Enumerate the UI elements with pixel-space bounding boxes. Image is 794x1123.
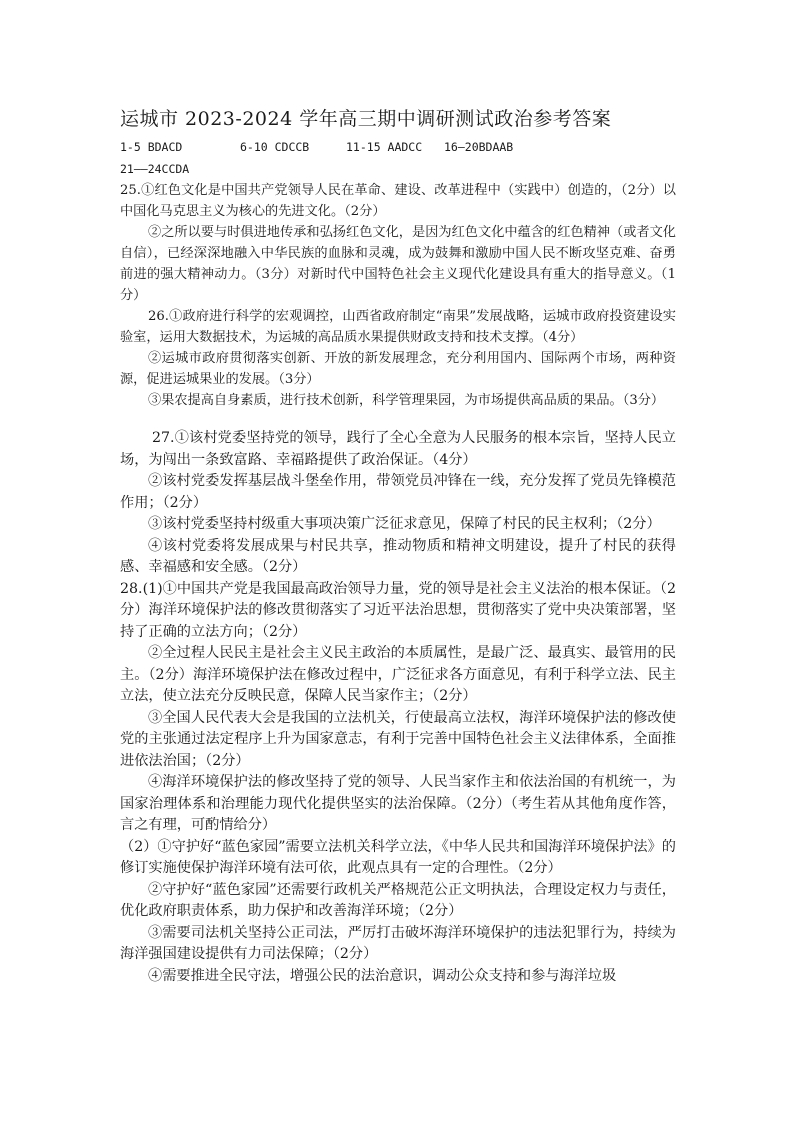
q27-paragraph-2: ②该村党委发挥基层战斗堡垒作用，带领党员冲锋在一线，充分发挥了党员先锋模范作用；（2分）: [120, 473, 676, 511]
q28-part2-paragraph-2: ②守护好“蓝色家园”还需要行政机关严格规范公正文明执法，合理设定权力与责任，优化政府职责体系，助力保护和改善海洋环境；（2分）: [120, 881, 676, 919]
q28-part1-paragraph-1: 28.(1)①中国共产党是我国最高政治领导力量，党的领导是社会主义法治的根本保证。（2分）海洋环境保护法的修改贯彻落实了习近平法治思想，贯彻落实了党中央决策部署，坚持了正确的立法方向；（2分）: [120, 580, 676, 640]
document-title: 运城市 2023-2024 学年高三期中调研测试政治参考答案: [120, 108, 612, 130]
q26-paragraph-1: 26.①政府进行科学的宏观调控，山西省政府制定“南果”发展战略，运城市政府投资建设实验室，运用大数据技术，为运城的高品质水果提供财政支持和技术支撑。（4分）: [120, 309, 676, 345]
q27-paragraph-3: ③该村党委坚持村级重大事项决策广泛征求意见，保障了村民的民主权利；（2分）: [148, 516, 661, 532]
q28-part1-paragraph-3: ③全国人民代表大会是我国的立法机关，行使最高立法权，海洋环境保护法的修改使党的主张通过法定程序上升为国家意志，有利于完善中国特色社会主义法律体系，全面推进依法治国；（2分）: [120, 709, 676, 769]
q27-paragraph-1: 27.①该村党委坚持党的领导，践行了全心全意为人民服务的根本宗旨，坚持人民立场，为闯出一条致富路、幸福路提供了政治保证。（4分）: [120, 430, 676, 468]
q28-part2-paragraph-3: ③需要司法机关坚持公正司法，严厉打击破坏海洋环境保护的违法犯罪行为，持续为海洋强国建设提供有力司法保障；（2分）: [120, 924, 676, 962]
answer-group-6-10: 6-10 CDCCB: [240, 140, 310, 154]
question-27-28-block: [120, 428, 676, 987]
q28-part2-paragraph-4: ④需要推进全民守法，增强公民的法治意识，调动公众支持和参与海洋垃圾: [148, 967, 617, 984]
q25-paragraph-2: ②之所以要与时俱进地传承和弘扬红色文化，是因为红色文化中蕴含的红色精神（或者文化自信），已经深深地融入中华民族的血脉和灵魂，成为鼓舞和激励中国人民不断攻坚克难、奋勇前进的强大精神动力。（3分）对新时代中国特色社会主义现代化建设具有重大的指导意义。（1分）: [120, 225, 676, 303]
answer-group-21-24: 21——24CCDA: [120, 162, 190, 176]
answer-group-16-20: 16—20BDAAB: [444, 140, 514, 154]
question-25-26-block: [120, 180, 676, 411]
q27-paragraph-4: ④该村党委将发展成果与村民共享，推动物质和精神文明建设，提升了村民的获得感、幸福感和安全感。（2分）: [120, 537, 676, 575]
q28-part2-paragraph-1: （2）①守护好“蓝色家园”需要立法机关科学立法，《中华人民共和国海洋环境保护法》的修订实施使保护海洋环境有法可依，此观点具有一定的合理性。（2分）: [120, 838, 676, 876]
q28-part1-paragraph-2: ②全过程人民民主是社会主义民主政治的本质属性，是最广泛、最真实、最管用的民主。（2分）海洋环境保护法在修改过程中，广泛征求各方面意见，有利于科学立法、民主立法，使立法充分反映民意，保障人民当家作主；（2分）: [120, 645, 676, 704]
answer-group-1-5: 1-5 BDACD: [120, 140, 183, 154]
q28-part1-paragraph-4: ④海洋环境保护法的修改坚持了党的领导、人民当家作主和依法治国的有机统一，为国家治理体系和治理能力现代化提供坚实的法治保障。（2分）（考生若从其他角度作答，言之有理，可酌情给分）: [120, 774, 676, 833]
q26-paragraph-3: ③果农提高自身素质，进行技术创新，科学管理果园，为市场提供高品质的果品。（3分）: [148, 393, 665, 408]
choice-answers-row: [120, 140, 513, 154]
answer-group-11-15: 11-15 AADCC: [346, 140, 423, 154]
q26-paragraph-2: ②运城市政府贯彻落实创新、开放的新发展理念，充分利用国内、国际两个市场，两种资源，促进运城果业的发展。（3分）: [120, 351, 676, 387]
q25-paragraph-1: 25.①红色文化是中国共产党领导人民在革命、建设、改革进程中（实践中）创造的，（2分）以中国化马克思主义为核心的先进文化。（2分）: [120, 183, 676, 219]
